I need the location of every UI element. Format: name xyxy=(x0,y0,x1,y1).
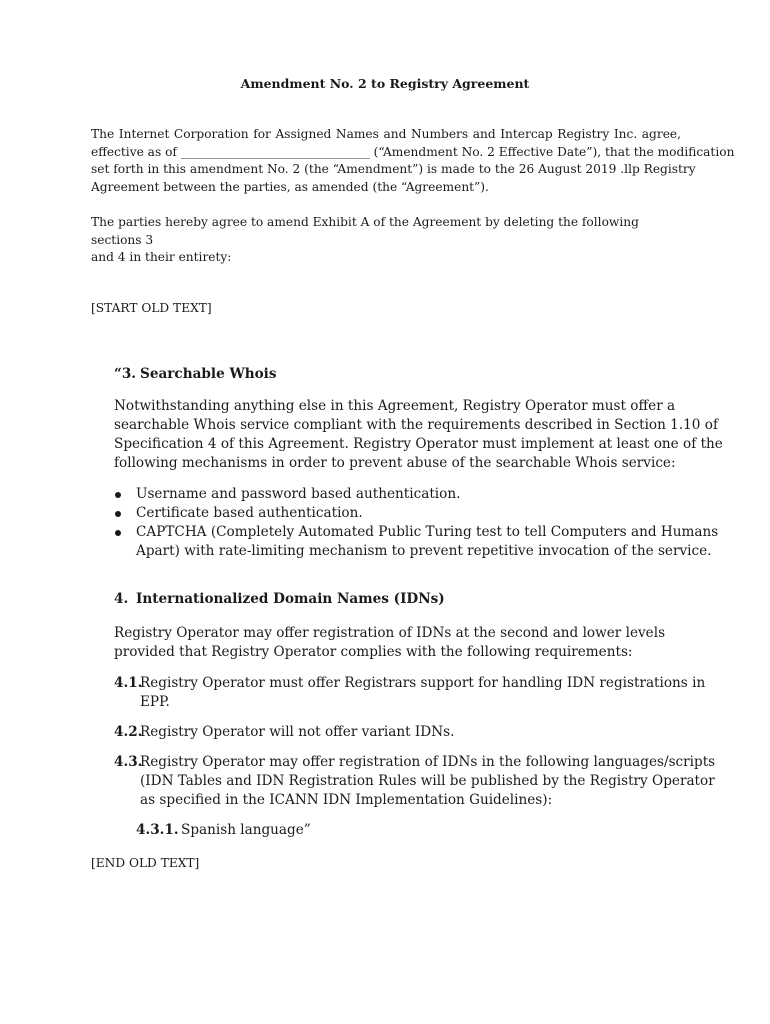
item-text: (IDN Tables and IDN Registration Rules will be published by the Registry Operator xyxy=(140,773,715,789)
bullet-text: Username and password based authentication. xyxy=(136,486,461,502)
subitem-text: Spanish language” xyxy=(181,822,311,838)
section-3-line: Specification 4 of this Agreement. Registry Operator must implement at least one of the xyxy=(114,436,723,452)
item-number: 4.2. xyxy=(114,724,143,740)
item-text: Registry Operator must offer Registrars support for handling IDN registrations in xyxy=(140,675,706,691)
bullet-dot-icon xyxy=(115,492,121,498)
section-3-line: searchable Whois service compliant with the requirements described in Section 1.10 of xyxy=(114,417,718,433)
subitem-number: 4.3.1. xyxy=(136,822,179,838)
item-text: Registry Operator may offer registration of IDNs in the following languages/scripts xyxy=(140,754,716,770)
section-4-title: Internationalized Domain Names (IDNs) xyxy=(136,591,445,607)
item-text: Registry Operator will not offer variant IDNs. xyxy=(140,724,455,740)
requirement-item-4-1 xyxy=(114,674,706,712)
bullet-item xyxy=(114,485,679,504)
agree-line: The parties hereby agree to amend Exhibit A of the Agreement by deleting the following sections 3 xyxy=(91,215,639,247)
item-number: 4.1. xyxy=(114,675,143,691)
section-3-line: Notwithstanding anything else in this Agreement, Registry Operator must offer a xyxy=(114,398,676,414)
end-old-text-marker: [END OLD TEXT] xyxy=(91,856,200,870)
section-4-line: Registry Operator may offer registration of IDNs at the second and lower levels xyxy=(114,625,666,641)
requirement-item-4-2 xyxy=(114,723,679,742)
bullet-text: Apart) with rate-limiting mechanism to prevent repetitive invocation of the service. xyxy=(136,543,712,559)
bullet-item xyxy=(114,504,679,523)
intro-line: The Internet Corporation for Assigned Names and Numbers and Intercap Registry Inc. agree, xyxy=(91,127,681,141)
requirement-subitem-4-3-1 xyxy=(136,821,311,840)
bullet-dot-icon xyxy=(115,511,121,517)
bullet-item xyxy=(114,523,719,561)
bullet-text: Certificate based authentication. xyxy=(136,505,363,521)
intro-line: Agreement between the parties, as amended (the “Agreement”). xyxy=(91,179,489,194)
intro-line: effective as of _______________________________ (“Amendment No. 2 Effective Date”), that the modification xyxy=(91,144,735,159)
start-old-text-marker: [START OLD TEXT] xyxy=(91,301,212,315)
item-text: as specified in the ICANN IDN Implementation Guidelines): xyxy=(140,792,553,808)
section-3-title: Searchable Whois xyxy=(140,366,277,382)
section-3-line: following mechanisms in order to prevent abuse of the searchable Whois service: xyxy=(114,455,676,471)
section-4-number: 4. xyxy=(114,591,129,607)
intro-line: set forth in this amendment No. 2 (the “Amendment”) is made to the 26 August 2019 .llp Registry xyxy=(91,162,696,176)
item-text: EPP. xyxy=(140,694,170,710)
section-3-bullet-list xyxy=(114,485,719,561)
section-3-paragraph xyxy=(114,397,723,473)
section-4-paragraph xyxy=(114,624,674,662)
agree-paragraph xyxy=(91,214,681,267)
section-3-number: “3. xyxy=(114,366,137,382)
bullet-dot-icon xyxy=(115,530,121,536)
document-title: Amendment No. 2 to Registry Agreement xyxy=(240,76,530,91)
requirement-item-4-3 xyxy=(114,753,716,810)
intro-paragraph xyxy=(91,126,735,196)
agree-line: and 4 in their entirety: xyxy=(91,250,232,264)
section-3-heading xyxy=(114,365,277,384)
item-number: 4.3. xyxy=(114,754,143,770)
bullet-text: CAPTCHA (Completely Automated Public Turing test to tell Computers and Humans xyxy=(136,524,719,540)
section-4-heading xyxy=(114,590,445,609)
section-4-line: provided that Registry Operator complies with the following requirements: xyxy=(114,644,633,660)
